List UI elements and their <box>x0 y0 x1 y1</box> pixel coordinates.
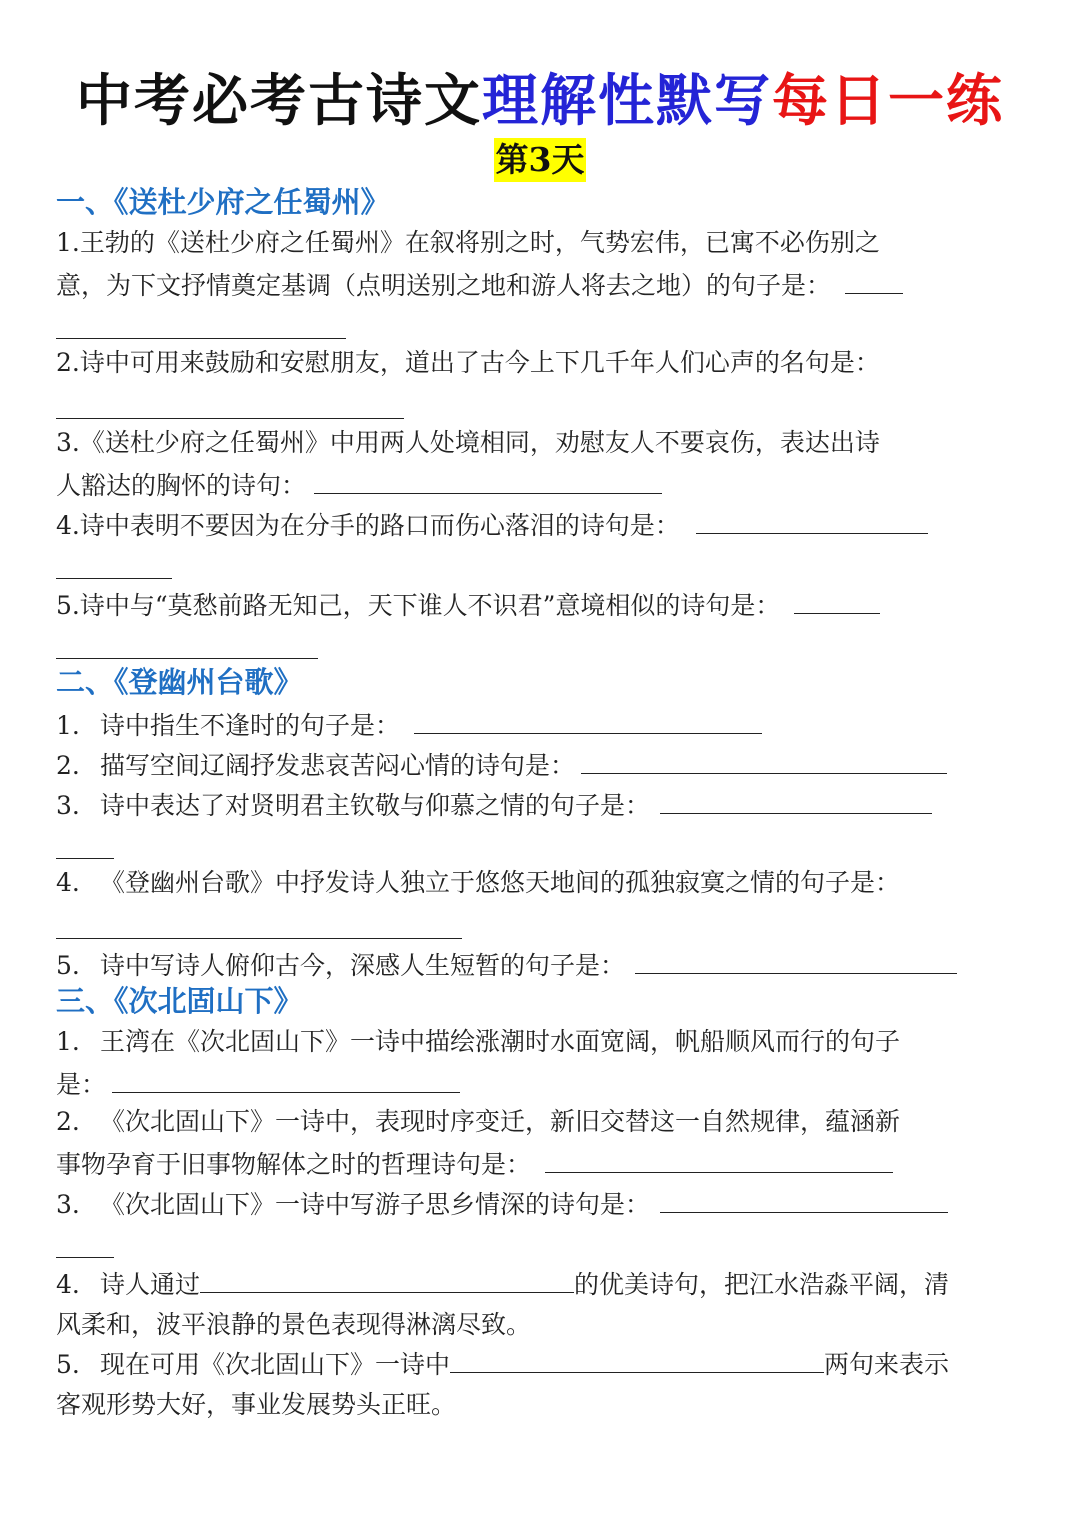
question-text: 人豁达的胸怀的诗句： <box>56 471 307 500</box>
question-text: 诗中表达了对贤明君主钦敬与仰慕之情的句子是： <box>100 791 651 820</box>
question-text: 《次北固山下》一诗中，表现时序变迁，新旧交替这一自然规律，蕴涵新 <box>100 1107 901 1136</box>
answer-blank[interactable] <box>56 1257 114 1258</box>
answer-blank[interactable] <box>56 938 462 939</box>
question-1-4 <box>56 503 1026 546</box>
question-text: 两句来表示 <box>824 1350 950 1379</box>
question-text: 2.诗中可用来鼓励和安慰朋友，道出了古今上下几千年人们心声的名句是： <box>56 348 880 377</box>
question-2-4 <box>56 863 1026 903</box>
answer-blank[interactable] <box>56 338 346 339</box>
answer-blank[interactable] <box>414 703 762 734</box>
answer-blank[interactable] <box>200 1262 574 1293</box>
question-2-3 <box>56 783 1026 826</box>
day-label-text: 第3天 <box>494 138 587 182</box>
answer-blank[interactable] <box>635 943 957 974</box>
question-text: 4.诗中表明不要因为在分手的路口而伤心落泪的诗句是： <box>56 511 680 540</box>
section-heading-1: 一、《送杜少府之任蜀州》 <box>56 185 390 219</box>
question-text: 诗中写诗人俯仰古今，深感人生短暂的句子是： <box>100 951 626 980</box>
question-text: 诗中指生不逢时的句子是： <box>100 711 401 740</box>
question-1-1 <box>56 223 1026 306</box>
question-text: 《次北固山下》一诗中写游子思乡情深的诗句是： <box>100 1190 651 1219</box>
answer-blank[interactable] <box>660 1182 948 1213</box>
question-text: 的优美诗句，把江水浩淼平阔，清 <box>574 1270 950 1299</box>
question-text: 描写空间辽阔抒发悲哀苦闷心情的诗句是： <box>100 751 576 780</box>
question-text: 《登幽州台歌》中抒发诗人独立于悠悠天地间的孤独寂寞之情的句子是： <box>100 868 901 897</box>
question-number: 3. <box>56 791 80 820</box>
question-text: 客观形势大好，事业发展势头正旺。 <box>56 1390 457 1419</box>
question-3-3 <box>56 1182 1026 1225</box>
answer-blank[interactable] <box>56 858 114 859</box>
day-label <box>0 138 1080 182</box>
question-2-2 <box>56 743 1026 786</box>
question-number: 2. <box>56 751 80 780</box>
question-2-1 <box>56 703 1026 746</box>
question-3-4 <box>56 1262 1026 1345</box>
answer-blank[interactable] <box>314 463 662 494</box>
page-title <box>0 62 1080 142</box>
question-text: 1.王勃的《送杜少府之任蜀州》在叙将别之时，气势宏伟，已寓不必伤别之 <box>56 228 880 257</box>
question-text: 王湾在《次北固山下》一诗中描绘涨潮时水面宽阔，帆船顺风而行的句子 <box>100 1027 901 1056</box>
question-number: 3. <box>56 1190 80 1219</box>
question-text: 事物孕育于旧事物解体之时的哲理诗句是： <box>56 1150 532 1179</box>
answer-blank[interactable] <box>581 743 947 774</box>
question-3-2 <box>56 1102 1026 1185</box>
question-text: 风柔和，波平浪静的景色表现得淋漓尽致。 <box>56 1310 532 1339</box>
question-3-1 <box>56 1022 1026 1105</box>
question-text: 3.《送杜少府之任蜀州》中用两人处境相同，劝慰友人不要哀伤，表达出诗 <box>56 428 880 457</box>
answer-blank[interactable] <box>56 418 404 419</box>
answer-blank[interactable] <box>56 578 172 579</box>
answer-blank[interactable] <box>450 1342 824 1373</box>
question-number: 1. <box>56 711 80 740</box>
question-number: 5. <box>56 1350 80 1379</box>
question-text: 诗人通过 <box>100 1270 201 1299</box>
question-number: 4. <box>56 868 80 897</box>
answer-blank[interactable] <box>660 783 932 814</box>
question-number: 1. <box>56 1027 80 1056</box>
title-part-2: 理解性默写 <box>482 69 772 134</box>
question-text: 现在可用《次北固山下》一诗中 <box>100 1350 451 1379</box>
question-1-5 <box>56 583 1026 626</box>
section-heading-2: 二、《登幽州台歌》 <box>56 665 303 699</box>
question-1-3 <box>56 423 1026 506</box>
question-number: 5. <box>56 951 80 980</box>
title-part-1: 中考必考古诗文 <box>76 69 482 134</box>
answer-blank[interactable] <box>845 263 903 294</box>
question-text: 是： <box>56 1070 107 1099</box>
question-number: 4. <box>56 1270 80 1299</box>
question-number: 2. <box>56 1107 80 1136</box>
question-2-5 <box>56 943 1026 986</box>
section-heading-3: 三、《次北固山下》 <box>56 984 303 1018</box>
answer-blank[interactable] <box>545 1142 893 1173</box>
question-3-5 <box>56 1342 1026 1425</box>
answer-blank[interactable] <box>56 658 318 659</box>
question-text: 意，为下文抒情奠定基调（点明送别之地和游人将去之地）的句子是： <box>56 271 832 300</box>
answer-blank[interactable] <box>794 583 880 614</box>
answer-blank[interactable] <box>696 503 928 534</box>
answer-blank[interactable] <box>112 1062 460 1093</box>
title-part-3: 每日一练 <box>772 69 1004 134</box>
question-text: 5.诗中与“莫愁前路无知己，天下谁人不识君”意境相似的诗句是： <box>56 591 781 620</box>
question-1-2 <box>56 343 1026 383</box>
